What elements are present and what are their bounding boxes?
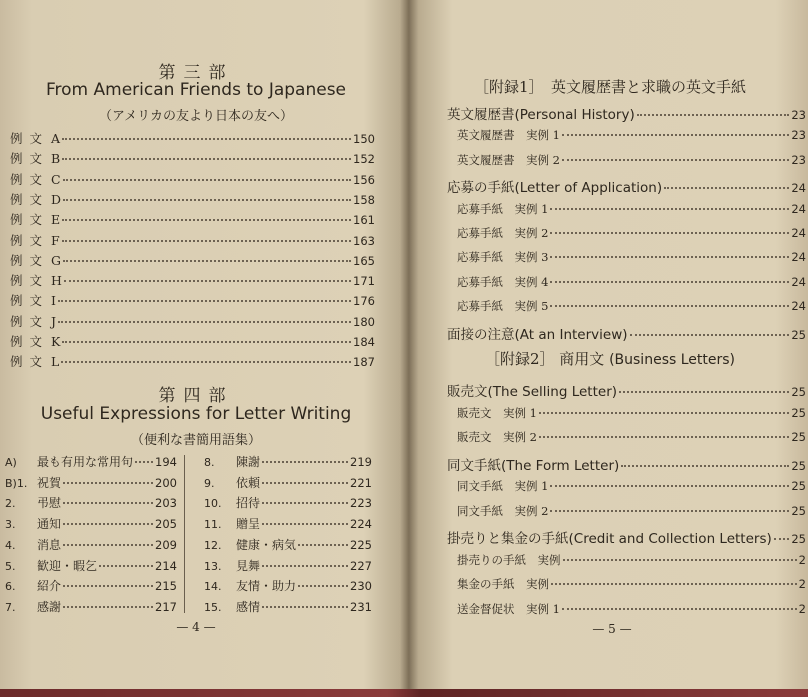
toc-subentry bbox=[457, 552, 806, 568]
entry-page: 187 bbox=[353, 355, 375, 370]
page-number-left: — 4 — bbox=[176, 620, 216, 634]
expression-number: 10. bbox=[204, 497, 222, 511]
leader-dots bbox=[262, 461, 348, 463]
expression-number: 7. bbox=[5, 600, 16, 614]
expression-text: 依頼 bbox=[236, 475, 261, 490]
expression-page: 205 bbox=[155, 517, 177, 532]
toc-entry bbox=[10, 149, 375, 167]
entry-title-en: (Personal History) bbox=[514, 107, 635, 123]
expression-entry bbox=[5, 536, 177, 553]
entry-page: 25 bbox=[791, 327, 806, 342]
leader-dots bbox=[550, 281, 789, 283]
entry-page: 152 bbox=[353, 152, 375, 167]
toc-subentry bbox=[457, 152, 806, 168]
entry-page: 150 bbox=[353, 132, 375, 146]
leader-dots bbox=[63, 502, 153, 504]
expression-text: 感謝 bbox=[37, 599, 62, 614]
entry-title-en: (The Selling Letter) bbox=[487, 384, 618, 400]
entry-title-jp: 販売文 実例 1 bbox=[457, 405, 537, 420]
expression-number: 13. bbox=[204, 559, 222, 573]
entry-letter: H bbox=[51, 273, 62, 289]
expression-text: 感情 bbox=[236, 599, 261, 614]
expression-entry bbox=[204, 536, 372, 553]
expression-page: 200 bbox=[155, 475, 177, 490]
entry-page: 2 bbox=[798, 552, 806, 567]
leader-dots bbox=[539, 412, 789, 414]
entry-label: 例文 bbox=[10, 334, 50, 349]
leader-dots bbox=[63, 260, 351, 262]
entry-page: 23 bbox=[791, 152, 806, 167]
toc-entry bbox=[10, 271, 375, 289]
expression-entry bbox=[5, 515, 177, 532]
toc-entry bbox=[10, 210, 375, 228]
entry-label: 例文 bbox=[10, 232, 50, 248]
expression-text: 贈呈 bbox=[236, 517, 261, 532]
expression-entry bbox=[204, 577, 372, 594]
toc-subentry bbox=[457, 576, 806, 592]
leader-dots bbox=[563, 559, 797, 561]
entry-title-jp: 英文履歴書 実例 1 bbox=[457, 128, 560, 143]
entry-page: 165 bbox=[353, 253, 375, 268]
toc-entry bbox=[10, 352, 375, 370]
expression-entry bbox=[204, 453, 372, 470]
leader-dots bbox=[621, 465, 789, 467]
entry-page: 24 bbox=[791, 201, 806, 216]
entry-title-jp: 掛売りと集金の手紙 bbox=[447, 531, 569, 547]
entry-label: 例文 bbox=[10, 191, 50, 207]
left-page bbox=[0, 0, 402, 697]
toc-subentry bbox=[457, 225, 806, 241]
part3-title: From American Friends to Japanese bbox=[45, 80, 347, 100]
entry-title-jp: 販売文 実例 2 bbox=[457, 430, 537, 444]
expression-number: 9. bbox=[204, 476, 215, 490]
toc-section-entry bbox=[447, 454, 806, 474]
entry-title-jp: 同文手紙 実例 1 bbox=[457, 479, 549, 493]
toc-subentry bbox=[457, 429, 806, 445]
leader-dots bbox=[64, 280, 351, 282]
leader-dots bbox=[63, 585, 153, 587]
leader-dots bbox=[262, 502, 348, 504]
expression-page: 214 bbox=[155, 558, 177, 573]
expression-entry bbox=[204, 598, 372, 615]
entry-title-en: (Letter of Application) bbox=[514, 180, 663, 197]
entry-title-jp: 応募の手紙 bbox=[447, 180, 515, 197]
toc-section-entry bbox=[447, 323, 806, 343]
leader-dots bbox=[539, 436, 789, 438]
toc-entry bbox=[10, 332, 375, 350]
toc-section-entry bbox=[447, 103, 806, 123]
expression-page: 221 bbox=[350, 475, 372, 490]
expression-entry bbox=[5, 598, 177, 615]
entry-title-jp: 応募手紙 実例 2 bbox=[457, 226, 549, 240]
toc-section-entry bbox=[447, 380, 806, 400]
expression-number: 14. bbox=[204, 580, 222, 594]
expression-entry bbox=[5, 577, 177, 594]
entry-letter: G bbox=[51, 252, 61, 268]
entry-page: 24 bbox=[791, 274, 806, 289]
entry-title-jp: 販売文 bbox=[447, 384, 488, 400]
leader-dots bbox=[298, 544, 348, 546]
toc-subentry bbox=[457, 249, 806, 265]
leader-dots bbox=[135, 461, 153, 463]
entry-title-jp: 送金督促状 実例 1 bbox=[457, 601, 560, 616]
leader-dots bbox=[550, 208, 789, 210]
expression-page: 231 bbox=[350, 599, 372, 614]
entry-page: 23 bbox=[791, 108, 806, 122]
expression-text: 弔慰 bbox=[37, 496, 62, 511]
expression-text: 歓迎・暇乞 bbox=[37, 558, 98, 573]
leader-dots bbox=[63, 199, 351, 201]
column-divider bbox=[184, 455, 185, 613]
entry-page: 180 bbox=[353, 314, 375, 329]
toc-entry bbox=[10, 291, 375, 309]
leader-dots bbox=[58, 300, 351, 302]
entry-title-jp: 応募手紙 実例 1 bbox=[457, 201, 549, 216]
expression-text: 消息 bbox=[37, 537, 62, 552]
expression-page: 203 bbox=[155, 496, 177, 511]
leader-dots bbox=[619, 391, 789, 393]
entry-page: 25 bbox=[791, 458, 806, 473]
entry-title-jp: 集金の手紙 実例 bbox=[457, 577, 549, 591]
entry-page: 25 bbox=[791, 385, 806, 399]
expression-entry bbox=[5, 494, 177, 511]
entry-letter: L bbox=[51, 354, 60, 370]
entry-page: 25 bbox=[791, 405, 806, 420]
leader-dots bbox=[58, 321, 351, 323]
leader-dots bbox=[62, 240, 351, 242]
expression-number: 6. bbox=[5, 580, 16, 594]
leader-dots bbox=[550, 510, 789, 512]
expression-page: 219 bbox=[350, 455, 372, 469]
entry-letter: J bbox=[51, 313, 57, 329]
appendix1-heading: ［附録1］ 英文履歴書と求職の英文手紙 bbox=[473, 78, 747, 96]
entry-title-en: (At an Interview) bbox=[514, 326, 628, 343]
toc-entry bbox=[10, 170, 375, 188]
expression-text: 友情・助力 bbox=[236, 579, 297, 594]
leader-dots bbox=[562, 134, 789, 136]
entry-title-jp: 応募手紙 実例 4 bbox=[457, 274, 549, 289]
leader-dots bbox=[262, 482, 348, 484]
expression-text: 招待 bbox=[236, 496, 261, 511]
toc-entry bbox=[10, 231, 375, 249]
leader-dots bbox=[262, 606, 348, 608]
entry-letter: F bbox=[51, 232, 60, 248]
leader-dots bbox=[637, 114, 790, 116]
appendix2-heading-jp: ［附録2］ 商用文 bbox=[484, 350, 605, 368]
expression-text: 健康・病気 bbox=[236, 537, 297, 552]
expression-entry bbox=[5, 453, 177, 470]
entry-letter: D bbox=[51, 191, 62, 207]
expression-page: 194 bbox=[155, 455, 177, 469]
expression-number: 11. bbox=[204, 518, 222, 532]
expression-page: 225 bbox=[350, 537, 372, 552]
toc-subentry bbox=[457, 478, 806, 494]
leader-dots bbox=[63, 523, 153, 525]
leader-dots bbox=[63, 544, 153, 546]
entry-page: 163 bbox=[353, 233, 375, 248]
entry-letter: A bbox=[51, 131, 61, 146]
expression-entry bbox=[204, 515, 372, 532]
entry-page: 171 bbox=[353, 274, 375, 289]
part4-title: Useful Expressions for Letter Writing bbox=[40, 404, 352, 424]
leader-dots bbox=[562, 608, 797, 610]
leader-dots bbox=[664, 187, 789, 189]
toc-subentry bbox=[457, 127, 806, 143]
entry-page: 158 bbox=[353, 192, 375, 207]
entry-title-jp: 同文手紙 実例 2 bbox=[457, 503, 549, 518]
entry-page: 161 bbox=[353, 213, 375, 228]
toc-subentry bbox=[457, 201, 806, 217]
expression-number: 8. bbox=[204, 456, 215, 469]
expression-page: 209 bbox=[155, 537, 177, 552]
expression-number: A) bbox=[5, 456, 17, 469]
entry-title-jp: 応募手紙 実例 3 bbox=[457, 250, 549, 265]
toc-entry bbox=[10, 312, 375, 330]
page-number-right: — 5 — bbox=[592, 622, 632, 636]
expression-page: 230 bbox=[350, 579, 372, 594]
entry-label: 例文 bbox=[10, 293, 50, 309]
entry-page: 184 bbox=[353, 335, 375, 349]
entry-title-jp: 英文履歴書 実例 2 bbox=[457, 152, 560, 167]
expression-number: 15. bbox=[204, 600, 222, 614]
toc-entry bbox=[10, 251, 375, 269]
right-page bbox=[412, 0, 808, 697]
entry-page: 24 bbox=[791, 226, 806, 240]
entry-page: 25 bbox=[791, 479, 806, 493]
part3-heading: 第三部 bbox=[158, 63, 234, 83]
entry-letter: K bbox=[51, 334, 61, 349]
leader-dots bbox=[99, 565, 153, 567]
toc-section-entry bbox=[447, 176, 806, 196]
expression-text: 最も有用な常用句 bbox=[37, 455, 134, 469]
expression-entry bbox=[204, 474, 372, 491]
entry-title-jp: 英文履歴書 bbox=[447, 107, 515, 123]
entry-label: 例文 bbox=[10, 171, 50, 187]
leader-dots bbox=[63, 482, 153, 484]
leader-dots bbox=[63, 606, 153, 608]
entry-page: 25 bbox=[791, 532, 806, 546]
leader-dots bbox=[262, 565, 348, 567]
leader-dots bbox=[562, 159, 789, 161]
expression-entry bbox=[204, 557, 372, 574]
toc-section-entry bbox=[447, 527, 806, 547]
expression-number: 4. bbox=[5, 538, 16, 552]
expression-text: 紹介 bbox=[37, 579, 62, 594]
expression-number: 2. bbox=[5, 497, 16, 511]
leader-dots bbox=[61, 361, 351, 363]
book-cover-edge bbox=[0, 689, 808, 697]
leader-dots bbox=[63, 179, 351, 181]
leader-dots bbox=[630, 334, 790, 336]
entry-label: 例文 bbox=[10, 151, 50, 167]
leader-dots bbox=[298, 585, 348, 587]
entry-page: 24 bbox=[791, 299, 806, 314]
leader-dots bbox=[551, 583, 797, 585]
entry-label: 例文 bbox=[10, 313, 50, 329]
entry-title-en: (Credit and Collection Letters) bbox=[568, 531, 772, 547]
entry-page: 156 bbox=[353, 172, 375, 187]
entry-page: 24 bbox=[791, 250, 806, 265]
entry-title-en: (The Form Letter) bbox=[501, 457, 620, 474]
expression-number: 5. bbox=[5, 559, 16, 573]
toc-subentry bbox=[457, 601, 806, 617]
part4-subtitle: （便利な書簡用語集） bbox=[130, 433, 261, 448]
expression-text: 陳謝 bbox=[236, 455, 261, 469]
toc-entry bbox=[10, 190, 375, 208]
expression-entry bbox=[5, 474, 177, 491]
entry-title-jp: 同文手紙 bbox=[447, 457, 501, 474]
leader-dots bbox=[774, 538, 790, 540]
expression-number: 3. bbox=[5, 518, 16, 532]
entry-label: 例文 bbox=[10, 354, 50, 370]
entry-letter: B bbox=[51, 151, 61, 167]
expression-page: 224 bbox=[350, 517, 372, 532]
entry-page: 24 bbox=[791, 181, 806, 196]
toc-entry bbox=[10, 129, 375, 147]
expression-page: 217 bbox=[155, 599, 177, 614]
entry-title-jp: 掛売りの手紙 実例 bbox=[457, 552, 561, 567]
entry-title-jp: 面接の注意 bbox=[447, 326, 515, 343]
leader-dots bbox=[62, 219, 351, 221]
expression-entry bbox=[5, 557, 177, 574]
leader-dots bbox=[550, 232, 789, 234]
appendix2-heading-en: (Business Letters) bbox=[609, 352, 735, 368]
entry-label: 例文 bbox=[10, 131, 50, 146]
entry-page: 23 bbox=[791, 128, 806, 143]
entry-label: 例文 bbox=[10, 212, 50, 228]
expression-text: 祝賀 bbox=[37, 475, 62, 490]
entry-letter: C bbox=[51, 171, 61, 187]
expression-number: 12. bbox=[204, 538, 222, 552]
entry-title-jp: 応募手紙 実例 5 bbox=[457, 299, 549, 314]
toc-subentry bbox=[457, 405, 806, 421]
toc-subentry bbox=[457, 298, 806, 314]
expression-page: 215 bbox=[155, 579, 177, 594]
entry-page: 2 bbox=[798, 601, 806, 616]
leader-dots bbox=[62, 158, 351, 160]
entry-label: 例文 bbox=[10, 252, 50, 268]
leader-dots bbox=[62, 341, 351, 343]
leader-dots bbox=[550, 256, 789, 258]
part3-subtitle: （アメリカの友より日本の友へ） bbox=[98, 109, 294, 124]
expression-page: 223 bbox=[350, 496, 372, 511]
entry-letter: I bbox=[51, 293, 56, 309]
leader-dots bbox=[550, 305, 789, 307]
leader-dots bbox=[550, 485, 789, 487]
entry-letter: E bbox=[51, 212, 61, 228]
toc-subentry bbox=[457, 503, 806, 519]
entry-page: 25 bbox=[791, 430, 806, 444]
expression-entry bbox=[204, 494, 372, 511]
leader-dots bbox=[262, 523, 348, 525]
appendix2-heading bbox=[412, 348, 808, 369]
leader-dots bbox=[62, 138, 351, 140]
entry-page: 2 bbox=[798, 577, 806, 591]
entry-label: 例文 bbox=[10, 273, 50, 289]
expression-number: B)1. bbox=[5, 476, 28, 490]
expression-text: 見舞 bbox=[236, 558, 261, 573]
entry-page: 25 bbox=[791, 503, 806, 518]
entry-page: 176 bbox=[353, 294, 375, 309]
toc-subentry bbox=[457, 274, 806, 290]
expression-text: 通知 bbox=[37, 517, 62, 532]
expression-page: 227 bbox=[350, 558, 372, 573]
part4-heading: 第四部 bbox=[158, 386, 234, 406]
